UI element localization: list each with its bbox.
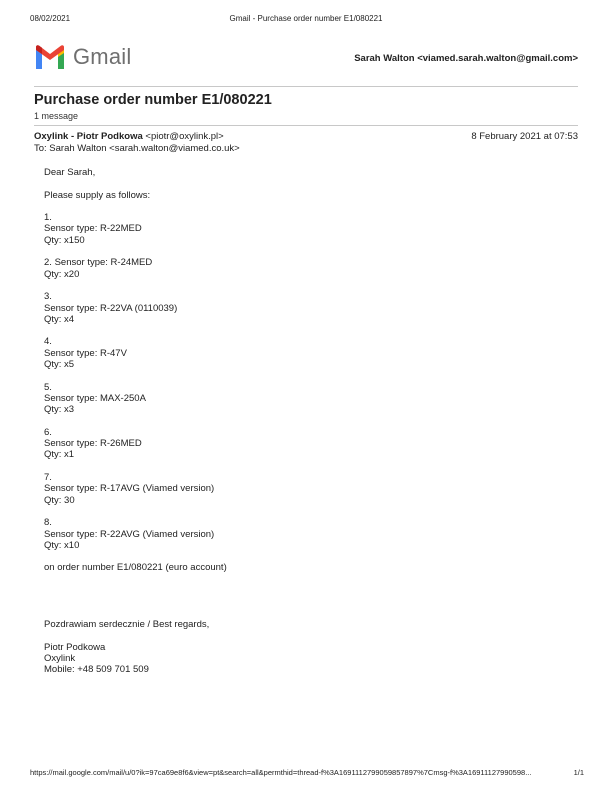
message-sender [34,131,224,142]
thread-divider [34,125,578,126]
header-divider [34,86,578,87]
item-number: 8. [44,517,52,529]
message-recipient: To: Sarah Walton <sarah.walton@viamed.co.uk> [34,143,240,154]
signature-phone: Mobile: +48 509 701 509 [44,664,149,676]
item-number: 4. [44,336,52,348]
item-number: 3. [44,291,52,303]
print-url: https://mail.google.com/mail/u/0?ik=97ca69e8f6&view=pt&search=all&permthid=thread-f%3A1691112799059857897%7Cmsg-f%3A16911127990598... [30,768,532,777]
order-item [44,212,564,246]
item-number: 6. [44,426,52,438]
item-sensor: Sensor type: R-22MED [44,223,142,235]
item-sensor: Sensor type: R-26MED [44,438,142,450]
item-number: 2. [44,257,52,269]
order-item [44,257,564,280]
gmail-brand: Gmail [73,44,132,69]
item-number: 7. [44,472,52,484]
item-number: 1. [44,212,52,224]
item-qty: Qty: x150 [44,234,85,246]
message-date: 8 February 2021 at 07:53 [471,131,578,142]
order-item [44,427,564,461]
order-item [44,291,564,325]
item-number: 5. [44,381,52,393]
item-qty: Qty: x1 [44,449,75,461]
order-note: on order number E1/080221 (euro account) [44,562,227,574]
signature-company: Oxylink [44,652,76,664]
thread-subject: Purchase order number E1/080221 [34,92,272,108]
item-qty: Qty: x4 [44,313,75,325]
sender-email[interactable]: <piotr@oxylink.pl> [145,131,224,142]
greeting: Dear Sarah, [44,167,96,178]
item-qty: Qty: 30 [44,494,75,506]
order-item [44,382,564,416]
account-identity: Sarah Walton <viamed.sarah.walton@gmail.com> [354,53,578,64]
message-body [44,167,564,675]
sender-name: Oxylink - Piotr Podkowa [34,131,143,142]
item-sensor: Sensor type: R-22VA (0110039) [44,302,178,314]
item-qty: Qty: x20 [44,268,80,280]
order-item [44,517,564,551]
gmail-logo [34,43,154,73]
item-sensor: Sensor type: R-17AVG (Viamed version) [44,483,215,495]
item-sensor: Sensor type: R-47V [44,347,127,359]
intro-line: Please supply as follows: [44,189,151,201]
print-date: 08/02/2021 [30,14,71,23]
item-qty: Qty: x5 [44,359,75,371]
closing-line: Pozdrawiam serdecznie / Best regards, [44,618,210,630]
order-item [44,336,564,370]
item-sensor: Sensor type: MAX-250A [44,392,146,404]
item-qty: Qty: x3 [44,404,75,416]
page-number: 1/1 [573,768,584,777]
print-title: Gmail - Purchase order number E1/080221 [229,14,383,23]
item-sensor: Sensor type: R-22AVG (Viamed version) [44,528,215,540]
item-sensor: 2. Sensor type: R-24MED [44,257,153,269]
gmail-m-icon [34,45,66,69]
item-qty: Qty: x10 [44,539,80,551]
order-item [44,472,564,506]
signature-name: Piotr Podkowa [44,641,106,653]
message-count: 1 message [34,111,79,121]
